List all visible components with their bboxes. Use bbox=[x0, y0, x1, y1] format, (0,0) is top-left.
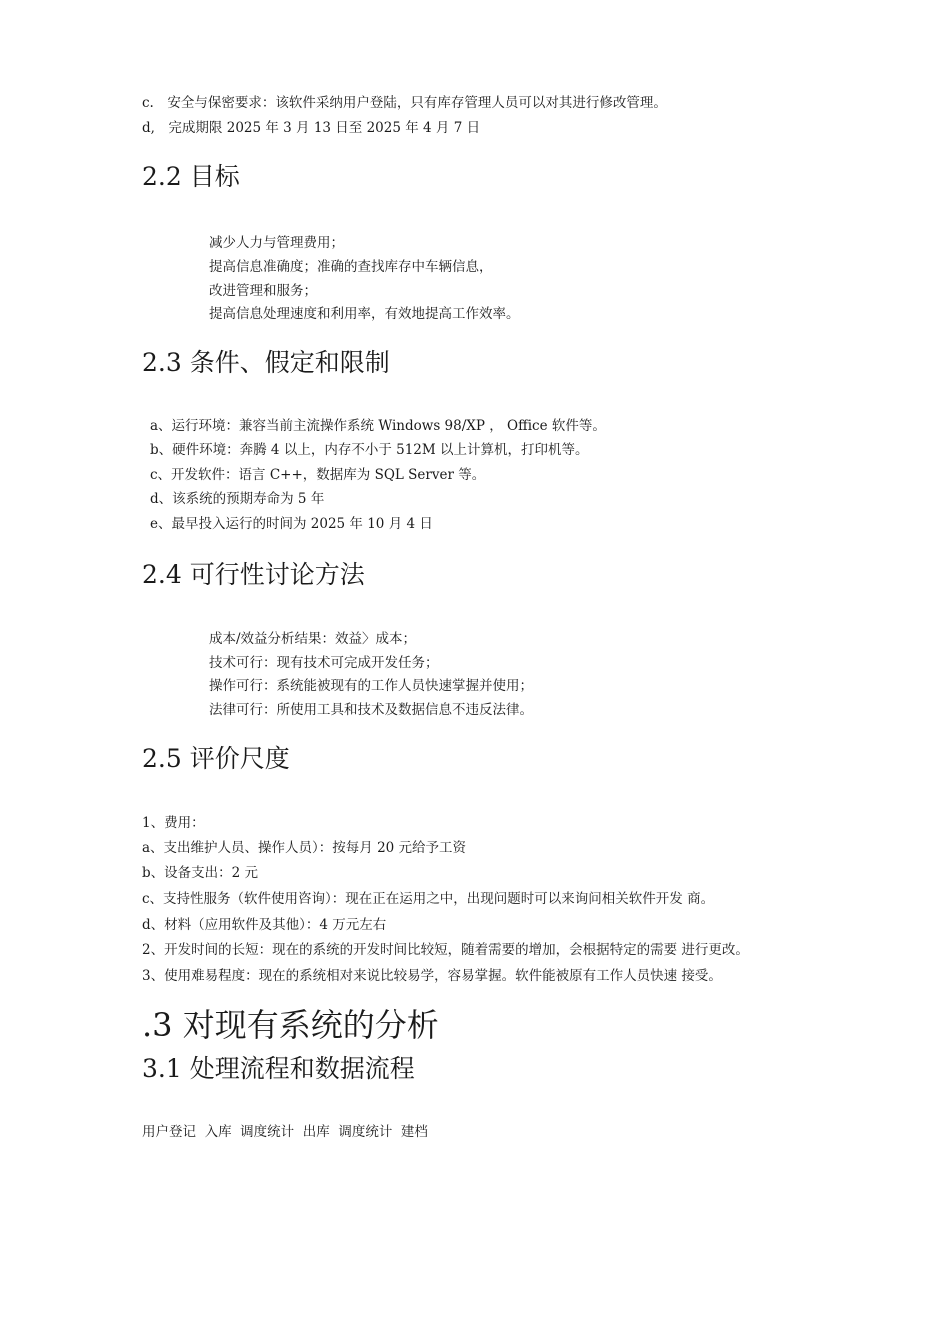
criteria-item: 1、费用： bbox=[142, 815, 205, 831]
criteria-item: a、支出维护人员、操作人员）：按每月 20 元给予工资 bbox=[142, 840, 467, 856]
criteria-item: c、支持性服务（软件使用咨询）：现在正在运用之中，出现问题时可以来询问相关软件开发 商。 bbox=[142, 891, 715, 907]
criteria-item: d、材料（应用软件及其他）：4 万元左右 bbox=[142, 917, 387, 933]
goal-item: 改进管理和服务； bbox=[209, 283, 317, 299]
condition-item-e: e、最早投入运行的时间为 2025 年 10 月 4 日 bbox=[150, 516, 433, 532]
requirement-item-d: d, 完成期限 2025 年 3 月 13 日至 2025 年 4 月 7 日 bbox=[142, 120, 481, 136]
goal-item: 减少人力与管理费用； bbox=[209, 235, 344, 251]
feasibility-item: 操作可行：系统能被现有的工作人员快速掌握并使用； bbox=[209, 678, 533, 694]
condition-item-a: a、运行环境：兼容当前主流操作系统 Windows 98/XP ， Office 软件等。 bbox=[150, 418, 606, 434]
criteria-item: b、设备支出：2 元 bbox=[142, 865, 259, 881]
section-heading-2-2: 2.2 目标 bbox=[142, 162, 240, 191]
goal-item: 提高信息准确度；准确的查找库存中车辆信息， bbox=[209, 259, 493, 275]
feasibility-item: 法律可行：所使用工具和技术及数据信息不违反法律。 bbox=[209, 702, 533, 718]
goal-item: 提高信息处理速度和利用率，有效地提高工作效率。 bbox=[209, 306, 520, 322]
flow-steps-text: 用户登记 入库 调度统计 出库 调度统计 建档 bbox=[142, 1124, 428, 1140]
section-heading-3-1: 3.1 处理流程和数据流程 bbox=[142, 1054, 415, 1083]
criteria-item: 2、开发时间的长短：现在的系统的开发时间比较短，随着需要的增加，会根据特定的需要 进行更改。 bbox=[142, 942, 749, 958]
criteria-item: 3、使用难易程度：现在的系统相对来说比较易学，容易掌握。软件能被原有工作人员快速 接受。 bbox=[142, 968, 722, 984]
requirement-item-c: c. 安全与保密要求：该软件采纳用户登陆，只有库存管理人员可以对其进行修改管理。 bbox=[142, 95, 667, 111]
feasibility-item: 技术可行：现有技术可完成开发任务； bbox=[209, 655, 439, 671]
chapter-heading-3: .3 对现有系统的分析 bbox=[142, 1006, 439, 1044]
condition-item-d: d、该系统的预期寿命为 5 年 bbox=[150, 491, 325, 507]
section-heading-2-5: 2.5 评价尺度 bbox=[142, 744, 290, 773]
section-heading-2-3: 2.3 条件、假定和限制 bbox=[142, 348, 390, 377]
condition-item-c: c、开发软件：语言 C++，数据库为 SQL Server 等。 bbox=[150, 467, 486, 483]
section-heading-2-4: 2.4 可行性讨论方法 bbox=[142, 560, 365, 589]
feasibility-item: 成本/效益分析结果：效益〉成本； bbox=[209, 631, 417, 647]
condition-item-b: b、硬件环境：奔腾 4 以上，内存不小于 512M 以上计算机，打印机等。 bbox=[150, 442, 589, 458]
